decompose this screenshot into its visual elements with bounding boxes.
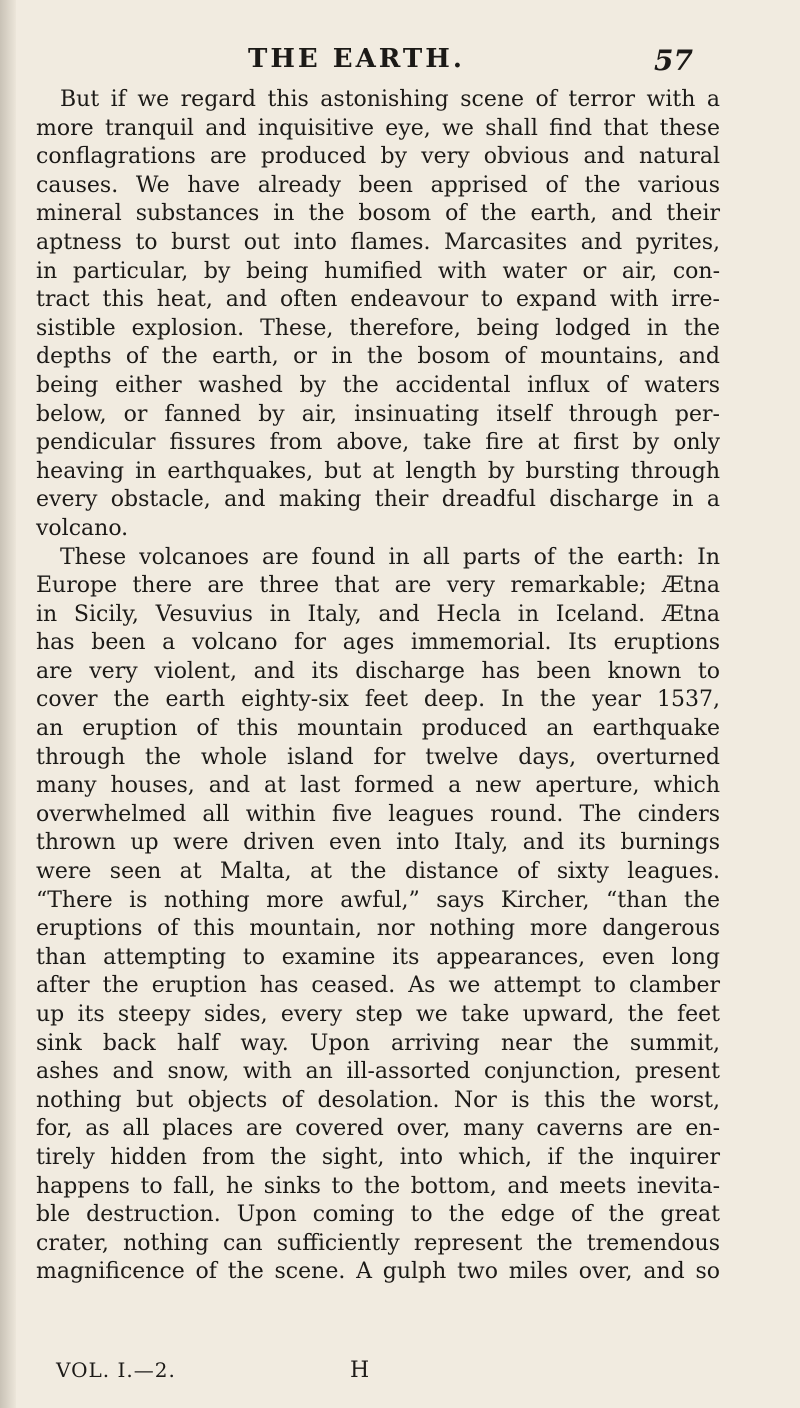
text-line: cover the earth eighty-six feet deep. In the year 1537, <box>36 687 720 713</box>
text-line: below, or fanned by air, insinuating itself through per- <box>36 401 720 427</box>
signature-mark: H <box>350 1358 370 1383</box>
text-line: “There is nothing more awful,” says Kircher, “than the <box>36 887 720 913</box>
text-line: in particular, by being humified with water or air, con- <box>36 258 720 284</box>
text-line: for, as all places are covered over, many caverns are en- <box>36 1116 720 1142</box>
page-gutter-shadow <box>0 0 16 1408</box>
body-text <box>36 86 720 1287</box>
text-line: causes. We have already been apprised of the various <box>36 172 720 198</box>
text-line: has been a volcano for ages immemorial. Its eruptions <box>36 630 720 656</box>
text-line: ble destruction. Upon coming to the edge of the great <box>36 1202 720 1228</box>
text-line: These volcanoes are found in all parts of the earth: In <box>60 544 720 570</box>
text-line: are very violent, and its discharge has been known to <box>36 658 720 684</box>
text-line: depths of the earth, or in the bosom of mountains, and <box>36 344 720 370</box>
text-line: thrown up were driven even into Italy, and its burnings <box>36 830 720 856</box>
text-line: sistible explosion. These, therefore, being lodged in the <box>36 315 720 341</box>
text-line: heaving in earthquakes, but at length by bursting through <box>36 458 720 484</box>
text-line: But if we regard this astonishing scene of terror with a <box>60 87 720 112</box>
text-line: pendicular fissures from above, take fire at first by only <box>36 430 720 456</box>
text-line: tirely hidden from the sight, into which, if the inquirer <box>36 1144 720 1170</box>
volume-mark: VOL. I.—2. <box>56 1358 176 1382</box>
text-line: aptness to burst out into flames. Marcasites and pyrites, <box>36 229 720 255</box>
text-line: an eruption of this mountain produced an earthquake <box>36 716 720 742</box>
page-footer <box>0 1358 800 1388</box>
text-line: ashes and snow, with an ill-assorted conjunction, present <box>36 1059 720 1085</box>
text-line: crater, nothing can sufficiently represent the tremendous <box>36 1230 720 1256</box>
text-line: conflagrations are produced by very obvious and natural <box>36 144 720 170</box>
text-line: volcano. <box>36 515 129 541</box>
page-number: 57 <box>654 44 693 77</box>
text-line: overwhelmed all within five leagues round. The cinders <box>36 801 720 827</box>
text-line: happens to fall, he sinks to the bottom, and meets inevita- <box>36 1173 720 1199</box>
text-line: magnificence of the scene. A gulph two miles over, and so <box>36 1259 720 1285</box>
text-line: many houses, and at last formed a new aperture, which <box>36 773 720 799</box>
text-line: eruptions of this mountain, nor nothing more dangerous <box>36 916 720 942</box>
text-line: more tranquil and inquisitive eye, we shall find that these <box>36 115 720 141</box>
text-line: after the eruption has ceased. As we attempt to clamber <box>36 973 720 999</box>
text-line: sink back half way. Upon arriving near the summit, <box>36 1030 720 1056</box>
text-line: nothing but objects of desolation. Nor is this the worst, <box>36 1087 720 1113</box>
text-line: tract this heat, and often endeavour to expand with irre- <box>36 287 720 313</box>
text-line: mineral substances in the bosom of the earth, and their <box>36 201 720 227</box>
text-line: through the whole island for twelve days, overturned <box>36 744 720 770</box>
running-head <box>0 44 800 78</box>
text-line: up its steepy sides, every step we take upward, the feet <box>36 1002 720 1027</box>
text-line: were seen at Malta, at the distance of sixty leagues. <box>36 859 720 885</box>
running-title: THE EARTH. <box>248 44 465 74</box>
text-line: than attempting to examine its appearances, even long <box>36 944 720 970</box>
text-line: every obstacle, and making their dreadful discharge in a <box>36 487 720 513</box>
text-line: being either washed by the accidental influx of waters <box>36 372 720 398</box>
text-line: in Sicily, Vesuvius in Italy, and Hecla in Iceland. Ætna <box>36 601 720 627</box>
text-line: Europe there are three that are very remarkable; Ætna <box>36 573 720 599</box>
